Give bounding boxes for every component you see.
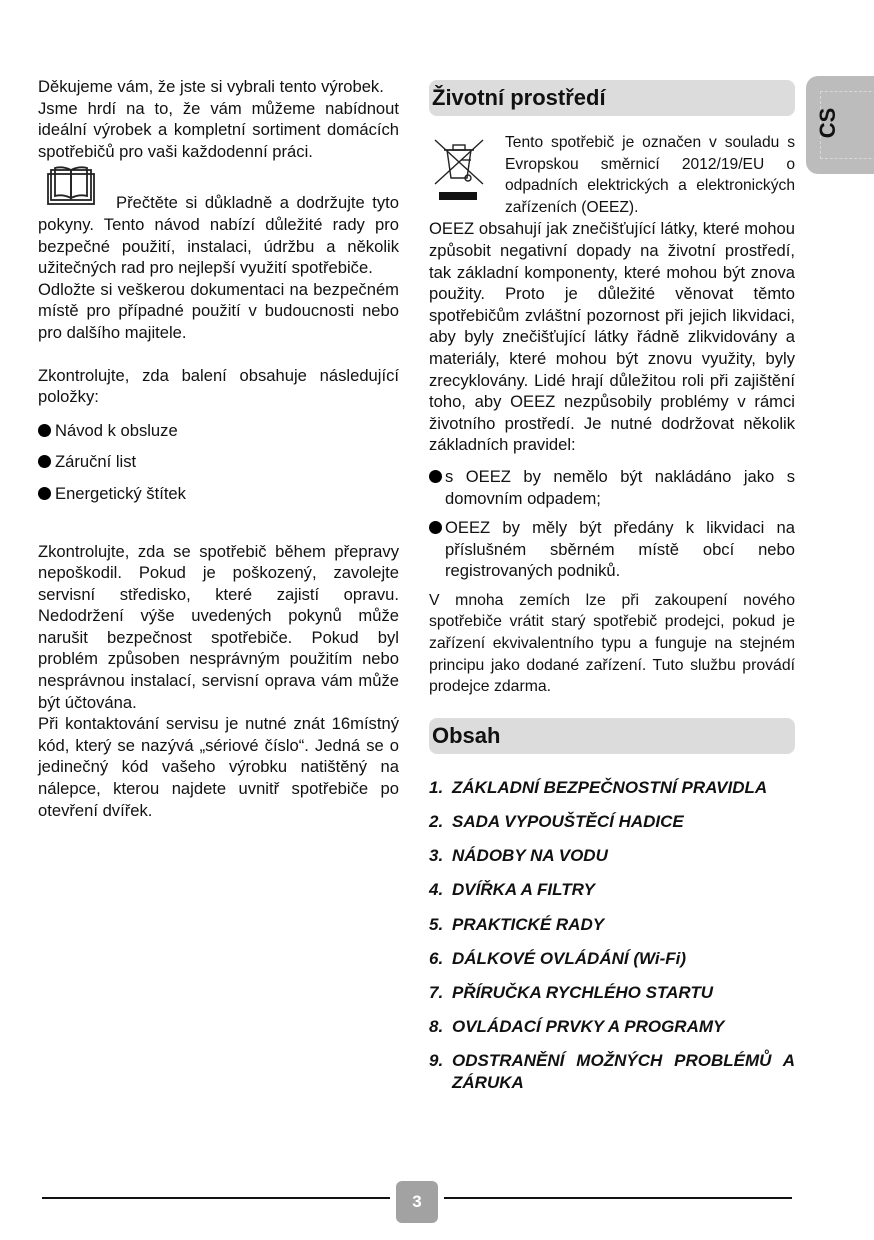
intro-proud: Jsme hrdí na to, že vám můžeme nabídnout ideální výrobek a kompletní sortiment domácích spotřebičů pro vaši každodenní práci. bbox=[38, 98, 399, 161]
keep-documentation-text: Odložte si veškerou dokumentaci na bezpečném místě pro případné použití v budoucnosti nebo pro dalšího majitele. bbox=[38, 279, 399, 342]
language-tab bbox=[806, 76, 874, 174]
toc-item-label: DÁLKOVÉ OVLÁDÁNÍ (Wi-Fi) bbox=[452, 948, 687, 968]
package-check-text: Zkontrolujte, zda balení obsahuje následující položky: bbox=[38, 365, 399, 407]
book-icon bbox=[47, 166, 95, 206]
toc-item-label: PRAKTICKÉ RADY bbox=[452, 914, 605, 934]
toc-item[interactable]: 4. DVÍŘKA A FILTRY bbox=[429, 879, 795, 901]
bullet-icon bbox=[429, 470, 442, 483]
page-number: 3 bbox=[396, 1181, 438, 1223]
toc-item-label: ZÁKLADNÍ BEZPEČNOSTNÍ PRAVIDLA bbox=[452, 777, 768, 797]
toc-item-label: ODSTRANĚNÍ MOŽNÝCH PROBLÉMŮ A ZÁRUKA bbox=[452, 1051, 795, 1093]
toc-item-label: PŘÍRUČKA RYCHLÉHO STARTU bbox=[452, 982, 713, 1002]
toc-item-label: OVLÁDACÍ PRVKY A PROGRAMY bbox=[452, 1017, 725, 1037]
crossed-bin-icon bbox=[429, 132, 505, 218]
toc-item[interactable]: 5. PRAKTICKÉ RADY bbox=[429, 914, 795, 936]
package-item-label: Energetický štítek bbox=[55, 483, 186, 503]
bullet-icon bbox=[38, 455, 51, 468]
footer-rule-right bbox=[444, 1197, 792, 1199]
package-item-label: Záruční list bbox=[55, 452, 137, 472]
bullet-icon bbox=[38, 487, 51, 500]
bullet-icon bbox=[429, 521, 442, 534]
package-item bbox=[38, 483, 399, 505]
intro-thanks: Děkujeme vám, že jste si vybrali tento výrobek. bbox=[38, 77, 384, 96]
toc-item[interactable]: 9. ODSTRANĚNÍ MOŽNÝCH PROBLÉMŮ A ZÁRUKA bbox=[429, 1051, 795, 1093]
toc-item[interactable]: 6. DÁLKOVÉ OVLÁDÁNÍ (Wi-Fi) bbox=[429, 948, 795, 970]
weee-block bbox=[429, 132, 795, 218]
environment-rule-text: s OEEZ by nemělo být nakládáno jako s domovním odpadem; bbox=[445, 466, 795, 508]
read-instructions-text: Přečtěte si důkladně a dodržujte tyto pokyny. Tento návod nabízí důležité rady pro bezpečné použití, instalaci, údržbu a několik užitečných rad pro nejlepší využití spotřebiče. bbox=[38, 193, 399, 278]
language-tab-label: CS bbox=[815, 107, 840, 139]
toc-item[interactable]: 2. SADA VYPOUŠTĚCÍ HADICE bbox=[429, 811, 795, 833]
toc-item[interactable]: 7. PŘÍRUČKA RYCHLÉHO STARTU bbox=[429, 982, 795, 1004]
footer-rule-left bbox=[42, 1197, 390, 1199]
package-item bbox=[38, 451, 399, 473]
toc-item-label: SADA VYPOUŠTĚCÍ HADICE bbox=[452, 812, 684, 832]
left-column bbox=[38, 76, 399, 821]
weee-directive-text: Tento spotřebič je označen v souladu s Evropskou směrnicí 2012/19/EU o odpadních elektrických a elektronických zařízeních (OEEZ). bbox=[505, 134, 795, 216]
return-info-text: V mnoha zemích lze při zakoupení nového spotřebiče vrátit starý spotřebič prodejci, pokud je zařízení ekvivalentního typu a funguje na stejném principu jako dodané zařízení. Tuto službu provádí prodejce zdarma. bbox=[429, 591, 795, 696]
table-of-contents bbox=[429, 777, 795, 1095]
right-column bbox=[429, 80, 795, 1107]
bullet-icon bbox=[38, 424, 51, 437]
toc-item[interactable]: 3. NÁDOBY NA VODU bbox=[429, 845, 795, 867]
contents-heading: Obsah bbox=[429, 718, 795, 754]
toc-item-label: NÁDOBY NA VODU bbox=[452, 846, 608, 866]
environment-rule-text: OEEZ by měly být předány k likvidaci na příslušném sběrném místě obcí nebo registrovaných podniků. bbox=[445, 518, 795, 581]
toc-item[interactable]: 8. OVLÁDACÍ PRVKY A PROGRAMY bbox=[429, 1016, 795, 1038]
environment-heading: Životní prostředí bbox=[429, 80, 795, 116]
serial-number-text: Při kontaktování servisu je nutné znát 16místný kód, který se nazývá „sériové číslo“. Jedná se o jedinečný kód vašeho výrobku natištěný na nálepce, kterou najdete uvnitř spotřebiče po otevření dvířek. bbox=[38, 714, 399, 820]
toc-item-label: DVÍŘKA A FILTRY bbox=[452, 880, 595, 900]
package-item-label: Návod k obsluze bbox=[55, 420, 178, 440]
read-instructions-block bbox=[38, 192, 399, 278]
environment-body-text: OEEZ obsahují jak znečišťující látky, které mohou způsobit negativní dopady na životní prostředí, tak základní komponenty, které mohou být znova použity. Proto je důležité věnovat těmto spotřebičům zvláštní pozornost při jejich likvidaci, aby byly znečišťující látky řádně zlikvidovány a materiály, které mohou být znovu využity, byly zrecyklovány. Lidé hrají důležitou roli při zajištění toho, aby OEEZ nezpůsobily problémy v rámci životního prostředí. Je nutné dodržovat několik základních pravidel: bbox=[429, 219, 795, 455]
transport-check-text: Zkontrolujte, zda se spotřebič během přepravy nepoškodil. Pokud je poškozený, zavolejte servisní středisko, které zajistí opravu. Nedodržení výše uvedených pokynů může narušit bezpečnost spotřebiče. Pokud byl problém způsoben nesprávným použitím nebo nesprávnou instalací, servisní oprava vám může být účtována. bbox=[38, 541, 399, 712]
environment-rule bbox=[429, 466, 795, 509]
package-item bbox=[38, 420, 399, 442]
toc-item[interactable]: 1. ZÁKLADNÍ BEZPEČNOSTNÍ PRAVIDLA bbox=[429, 777, 795, 799]
environment-rule bbox=[429, 517, 795, 582]
